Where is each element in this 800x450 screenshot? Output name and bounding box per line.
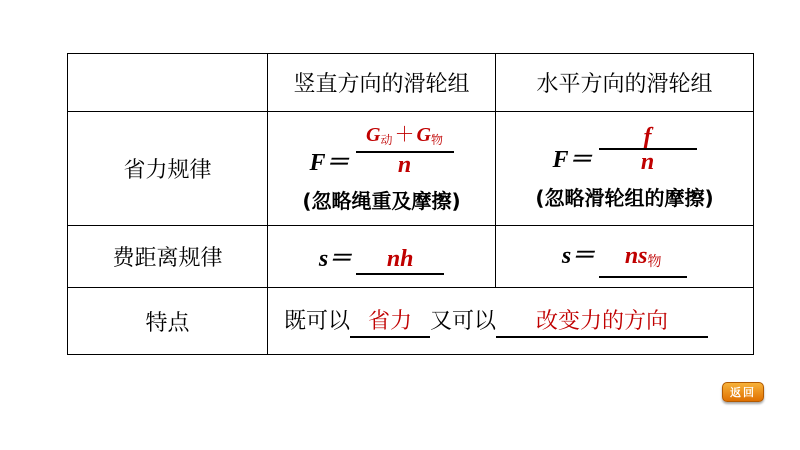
feature-answer-2: 改变力的方向 [496, 308, 708, 338]
vertical-force-fraction [356, 123, 454, 177]
plus-sign: ＋ [394, 122, 415, 146]
vertical-force-numerator [366, 123, 443, 151]
horizontal-force-note: (忽略滑轮组的摩擦) [535, 186, 714, 210]
return-button[interactable]: 返回 [722, 382, 764, 402]
horizontal-distance-answer-subscript: 物 [647, 254, 662, 270]
force-rule-label: 省力规律 [68, 112, 268, 226]
horizontal-force-cell [496, 112, 754, 226]
header-empty-cell [68, 54, 268, 112]
horizontal-force-formula [552, 126, 696, 174]
vertical-force-lhs: F＝ [309, 150, 350, 176]
horizontal-distance-lhs: s＝ [561, 243, 596, 269]
vertical-distance-lhs: s＝ [318, 246, 353, 272]
feature-text-1: 既可以 [284, 309, 351, 334]
feature-text-2: 又可以 [430, 309, 497, 334]
header-horizontal-pulley: 水平方向的滑轮组 [496, 54, 754, 112]
vertical-distance-answer: nh [356, 247, 444, 275]
horizontal-distance-answer-main: ns [624, 243, 648, 269]
horizontal-distance-cell [496, 226, 754, 288]
distance-row [68, 226, 754, 288]
header-row [68, 54, 754, 112]
horizontal-force-numerator: f [643, 124, 652, 150]
header-vertical-pulley: 竖直方向的滑轮组 [268, 54, 496, 112]
g-object-subscript: 物 [430, 133, 443, 147]
feature-row [68, 288, 754, 355]
vertical-force-note: (忽略绳重及摩擦) [302, 189, 461, 213]
feature-answer-1: 省力 [350, 308, 430, 338]
g-moving-symbol: G [366, 124, 381, 146]
pulley-comparison-table [67, 53, 754, 355]
g-object-symbol: G [416, 124, 431, 146]
horizontal-force-fraction [599, 126, 697, 174]
horizontal-force-lhs: F＝ [552, 147, 593, 173]
force-row [68, 112, 754, 226]
feature-label: 特点 [68, 288, 268, 355]
g-moving-subscript: 动 [380, 133, 393, 147]
vertical-distance-cell [268, 226, 496, 288]
horizontal-force-denominator: n [640, 149, 655, 175]
horizontal-distance-answer [599, 244, 687, 278]
feature-cell [268, 288, 754, 355]
vertical-force-formula [309, 123, 453, 177]
vertical-force-cell [268, 112, 496, 226]
vertical-force-denominator: n [397, 152, 412, 178]
distance-rule-label: 费距离规律 [68, 226, 268, 288]
